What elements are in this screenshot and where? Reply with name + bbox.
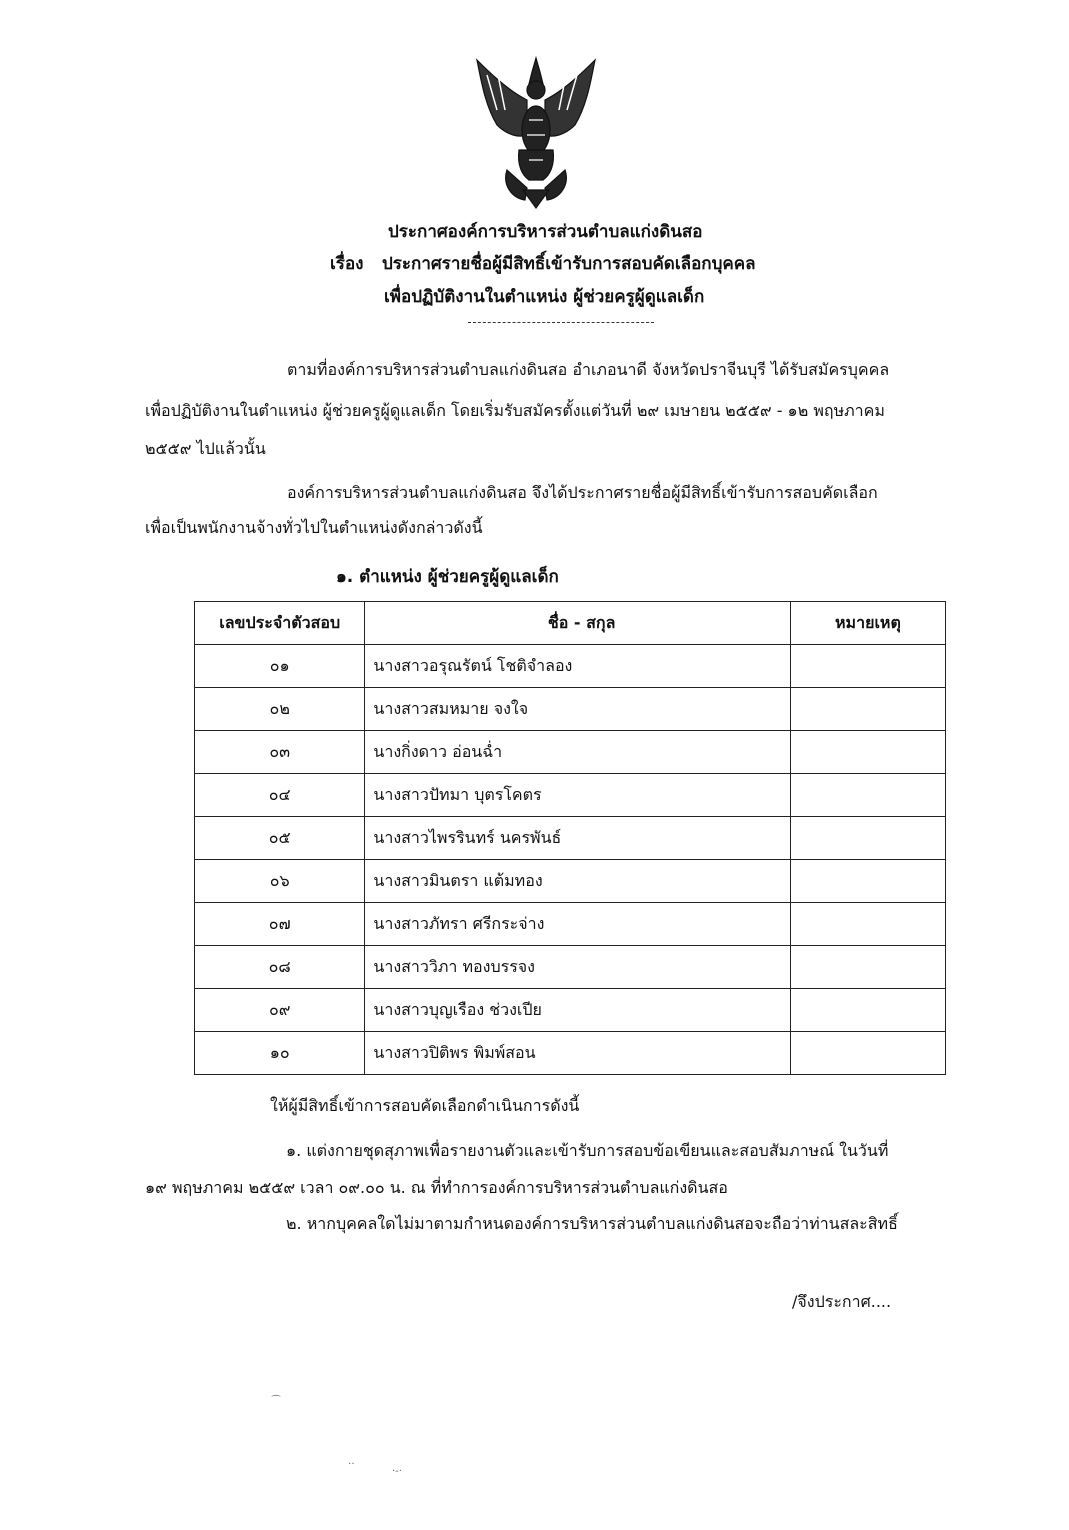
section-title: ๑. ตำแหน่ง ผู้ช่วยครูผู้ดูแลเด็ก (336, 567, 559, 587)
garuda-emblem-icon (467, 50, 605, 210)
table-row (195, 817, 946, 860)
exam-id: ๐๕ (195, 817, 365, 860)
instruction-2: ๒. หากบุคคลใดไม่มาตามกำหนดองค์การบริหารส่วนตำบลแก่งดินสอจะถือว่าท่านสละสิทธิ์ (286, 1214, 898, 1233)
candidate-name: นางสาวมินตรา แต้มทอง (365, 860, 790, 903)
paragraph-1-line-2: เพื่อปฏิบัติงานในตำแหน่ง ผู้ช่วยครูผู้ดูแลเด็ก โดยเริ่มรับสมัครตั้งแต่วันที่ ๒๙ เมษายน ๒๕๕๙ - ๑๒ พฤษภาคม (145, 401, 885, 420)
exam-id: ๐๘ (195, 946, 365, 989)
scan-mark: ⁀ (272, 1396, 281, 1407)
exam-id: ๐๖ (195, 860, 365, 903)
candidate-name: นางกิ่งดาว อ่อนฉ่ำ (365, 731, 790, 774)
subject-line-2: เพื่อปฏิบัติงานในตำแหน่ง ผู้ช่วยครูผู้ดูแลเด็ก (384, 287, 705, 307)
header-name: ชื่อ - สกุล (365, 602, 790, 645)
note (790, 860, 945, 903)
instruction-1-line-1: ๑. แต่งกายชุดสุภาพเพื่อรายงานตัวและเข้ารับการสอบข้อเขียนและสอบสัมภาษณ์ ในวันที่ (286, 1141, 889, 1160)
candidate-name: นางสาววิภา ทองบรรจง (365, 946, 790, 989)
scan-mark: ‥ (348, 1456, 355, 1467)
note (790, 1032, 945, 1075)
exam-id: ๐๗ (195, 903, 365, 946)
continued-marker: /จึงประกาศ.... (792, 1292, 892, 1311)
table-row (195, 1032, 946, 1075)
candidate-name: นางสาวอรุณรัตน์ โชติจำลอง (365, 645, 790, 688)
exam-id: ๐๑ (195, 645, 365, 688)
note (790, 688, 945, 731)
note (790, 731, 945, 774)
candidate-name: นางสาวสมหมาย จงใจ (365, 688, 790, 731)
table-row (195, 774, 946, 817)
instructions-intro: ให้ผู้มีสิทธิ์เข้าการสอบคัดเลือกดำเนินการดังนี้ (270, 1096, 580, 1115)
table-row (195, 946, 946, 989)
table-header-row (195, 602, 946, 645)
subject-line (330, 250, 756, 277)
candidate-table (194, 601, 946, 1075)
note (790, 645, 945, 688)
note (790, 989, 945, 1032)
candidate-name: นางสาวปิติพร พิมพ์สอน (365, 1032, 790, 1075)
exam-id: ๐๔ (195, 774, 365, 817)
paragraph-1-line-3: ๒๕๕๙ ไปแล้วนั้น (145, 439, 266, 458)
table-row (195, 989, 946, 1032)
paragraph-2-line-2: เพื่อเป็นพนักงานจ้างทั่วไปในตำแหน่งดังกล่าวดังนี้ (145, 518, 483, 537)
note (790, 817, 945, 860)
exam-id: ๐๙ (195, 989, 365, 1032)
table-row (195, 688, 946, 731)
table-row (195, 645, 946, 688)
candidate-name: นางสาวปัทมา บุตรโคตร (365, 774, 790, 817)
scan-mark: ·-· (392, 1466, 402, 1477)
header-note: หมายเหตุ (790, 602, 945, 645)
table-row (195, 860, 946, 903)
note (790, 903, 945, 946)
divider (468, 322, 654, 323)
subject-label: เรื่อง (330, 254, 364, 274)
note (790, 774, 945, 817)
candidate-name: นางสาวไพรรินทร์ นครพันธ์ (365, 817, 790, 860)
paragraph-2-line-1: องค์การบริหารส่วนตำบลแก่งดินสอ จึงได้ประกาศรายชื่อผู้มีสิทธิ์เข้ารับการสอบคัดเลือก (287, 483, 878, 502)
table-row (195, 903, 946, 946)
candidate-name: นางสาวภัทรา ศรีกระจ่าง (365, 903, 790, 946)
exam-id: ๐๒ (195, 688, 365, 731)
exam-id: ๑๐ (195, 1032, 365, 1075)
instruction-1-line-2: ๑๙ พฤษภาคม ๒๕๕๙ เวลา ๐๙.๐๐ น. ณ ที่ทำการองค์การบริหารส่วนตำบลแก่งดินสอ (145, 1178, 728, 1197)
note (790, 946, 945, 989)
table-row (195, 731, 946, 774)
header-exam-id: เลขประจำตัวสอบ (195, 602, 365, 645)
exam-id: ๐๓ (195, 731, 365, 774)
subject-text: ประกาศรายชื่อผู้มีสิทธิ์เข้ารับการสอบคัดเลือกบุคคล (382, 254, 756, 274)
paragraph-1-line-1: ตามที่องค์การบริหารส่วนตำบลแก่งดินสอ อำเภอนาดี จังหวัดปราจีนบุรี ได้รับสมัครบุคคล (287, 360, 890, 379)
org-title: ประกาศองค์การบริหารส่วนตำบลแก่งดินสอ (388, 222, 703, 242)
candidate-name: นางสาวบุญเรือง ช่วงเปีย (365, 989, 790, 1032)
